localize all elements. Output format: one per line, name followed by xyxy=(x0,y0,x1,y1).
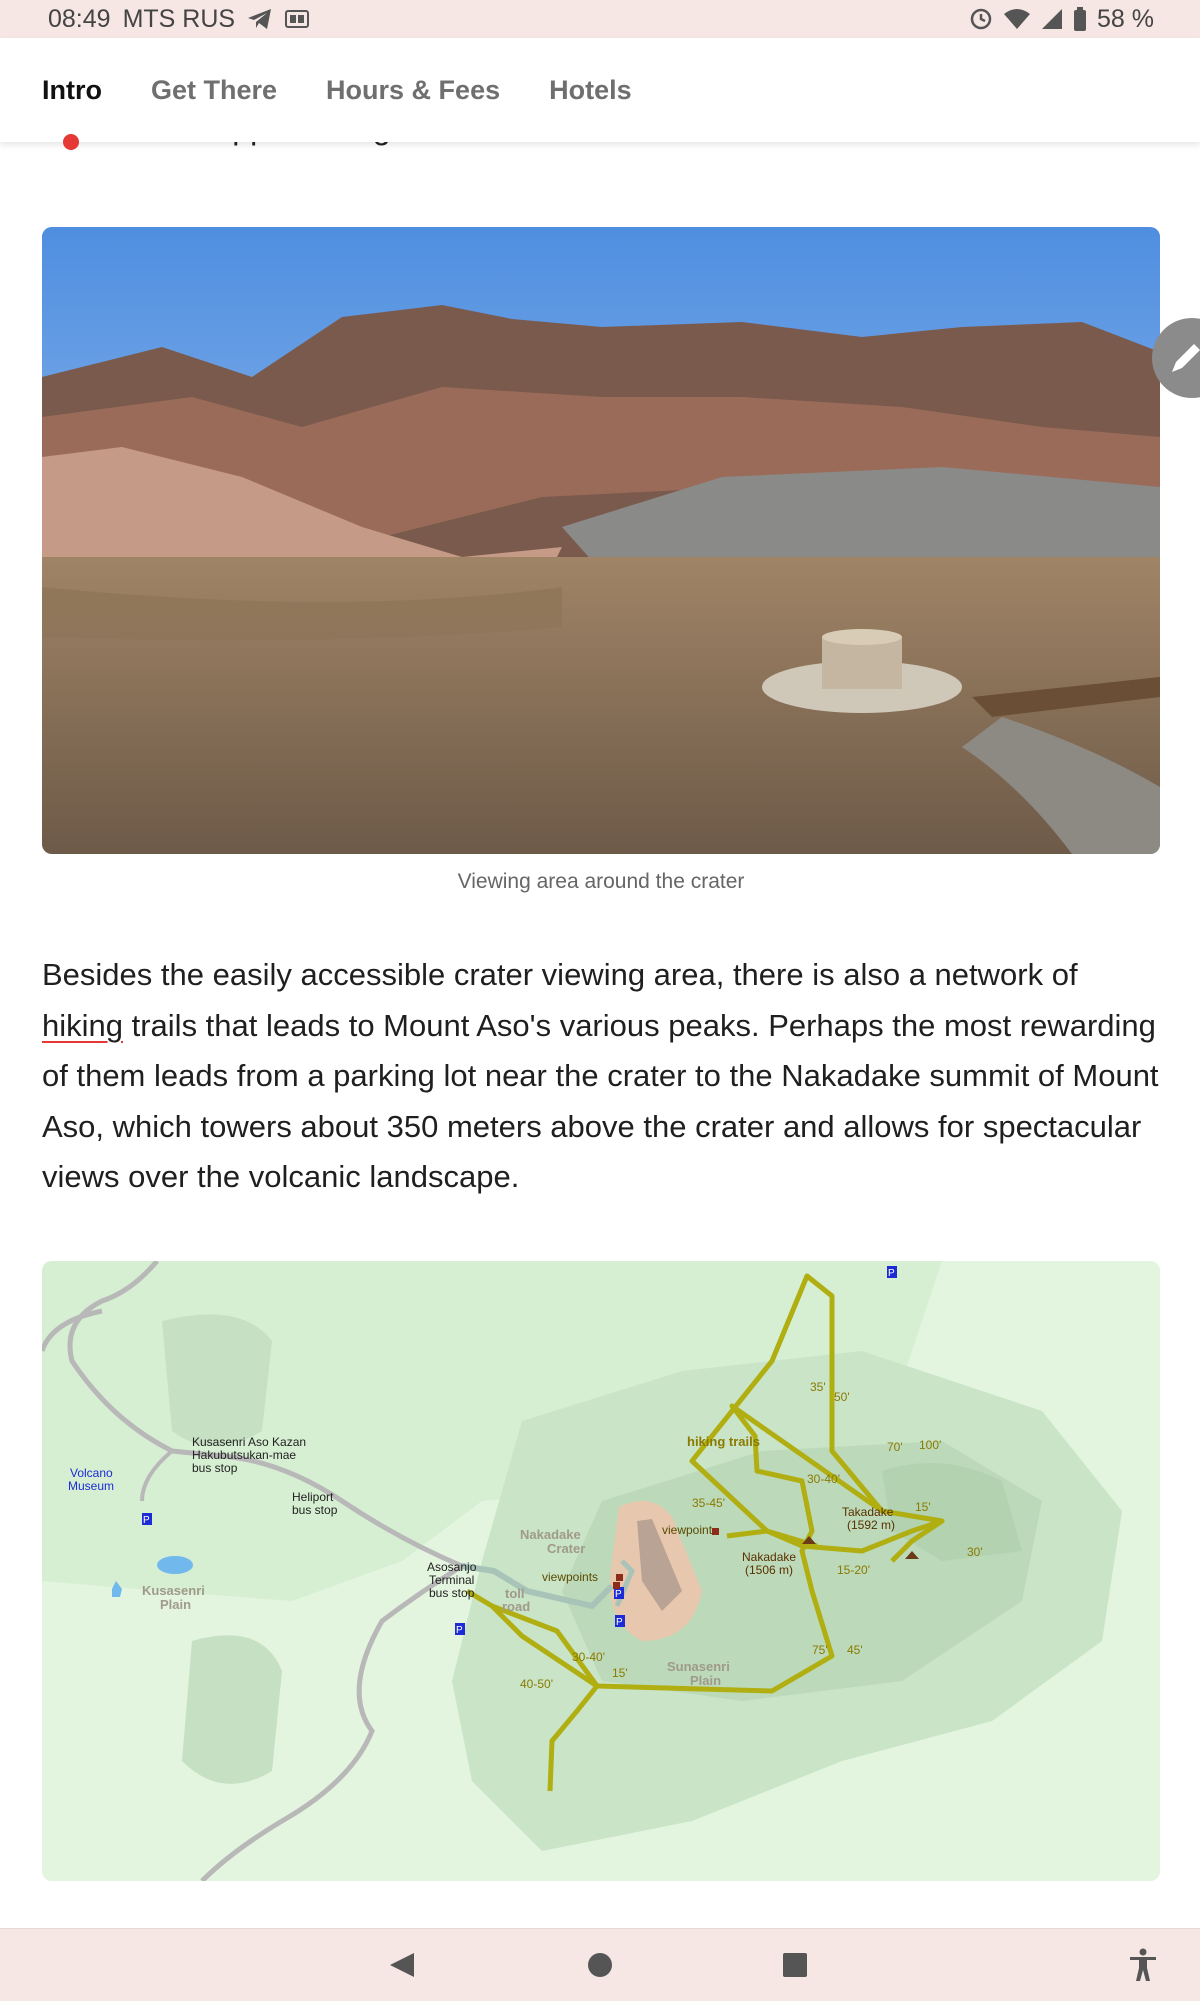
map-time-15-20: 15-20' xyxy=(837,1563,870,1577)
status-time: 08:49 xyxy=(48,4,111,33)
paragraph-text-after: trails that leads to Mount Aso's various peaks. Perhaps the most rewarding of them leads from a parking lot near the crater to the Nakadake summit of Mount Aso, which towers about 350 meters above the crater and allows for spectacular views over the volcanic landscape. xyxy=(42,1007,1159,1194)
map-time-50: 50' xyxy=(834,1390,850,1404)
map-label-sunasenri-2: Plain xyxy=(690,1673,722,1688)
map-label-nakadake-2: (1506 m) xyxy=(745,1563,794,1577)
map-time-35: 35' xyxy=(810,1380,826,1394)
map-label-asosanjo-1: Asosanjo xyxy=(427,1560,477,1574)
map-label-kusasenri-stop-3: bus stop xyxy=(192,1461,238,1475)
tab-intro[interactable]: Intro xyxy=(42,74,102,105)
map-label-asosanjo-3: bus stop xyxy=(429,1586,475,1600)
map-label-sunasenri-1: Sunasenri xyxy=(667,1659,730,1674)
map-parking-5: P xyxy=(888,1268,895,1279)
map-time-30-40a: 30-40' xyxy=(807,1472,840,1486)
map-label-nakadake-crater-1: Nakadake xyxy=(520,1527,581,1542)
map-time-40-50: 40-50' xyxy=(520,1677,553,1691)
map-label-heliport-2: bus stop xyxy=(292,1503,338,1517)
notification-dot xyxy=(63,134,79,150)
map-label-nakadake-crater-2: Crater xyxy=(547,1541,586,1556)
status-carrier: MTS RUS xyxy=(122,4,236,33)
map-time-70: 70' xyxy=(887,1440,903,1454)
recents-icon[interactable] xyxy=(781,1951,809,1979)
map-label-takadake-1: Takadake xyxy=(842,1505,894,1519)
map-label-toll-road-2: road xyxy=(502,1599,531,1614)
map-time-15a: 15' xyxy=(915,1500,931,1514)
map-label-kusasenri-plain-1: Kusasenri xyxy=(142,1583,205,1598)
status-bar xyxy=(0,0,1200,38)
telegram-icon xyxy=(247,8,273,30)
map-label-viewpoint: viewpoint xyxy=(662,1523,713,1537)
home-icon[interactable] xyxy=(586,1951,614,1979)
map-time-35-45: 35-45' xyxy=(692,1496,725,1510)
map-parking-1: P xyxy=(143,1515,150,1526)
map-label-takadake-2: (1592 m) xyxy=(847,1518,896,1532)
map-time-75: 75' xyxy=(812,1643,828,1657)
map-label-kusasenri-stop-2: Hakubutsukan-mae xyxy=(192,1448,297,1462)
pencil-icon xyxy=(1168,340,1200,376)
map-time-30: 30' xyxy=(967,1545,983,1559)
section-tabs xyxy=(0,38,1200,142)
tab-hours-fees[interactable]: Hours & Fees xyxy=(326,74,501,105)
photo-caption: Viewing area around the crater xyxy=(457,870,745,893)
signal-icon xyxy=(1041,8,1063,30)
map-label-volcano-museum-1: Volcano xyxy=(70,1466,113,1480)
crater-photo xyxy=(42,227,1160,854)
hiking-link[interactable]: hiking xyxy=(42,1007,123,1043)
map-label-nakadake-1: Nakadake xyxy=(742,1550,797,1564)
wifi-icon xyxy=(1003,8,1031,30)
map-time-15b: 15' xyxy=(612,1666,628,1680)
status-battery: 58 % xyxy=(1097,4,1154,33)
trail-map xyxy=(42,1261,1160,1881)
paragraph-text-before: Besides the easily accessible crater viewing area, there is also a network of xyxy=(42,957,1078,992)
map-label-kusasenri-plain-2: Plain xyxy=(160,1597,192,1612)
map-time-45: 45' xyxy=(847,1643,863,1657)
map-time-100: 100' xyxy=(919,1438,942,1452)
map-parking-3: P xyxy=(615,1589,622,1600)
map-label-asosanjo-2: Terminal xyxy=(429,1573,475,1587)
map-parking-2: P xyxy=(456,1625,463,1636)
article-paragraph xyxy=(42,950,1162,1203)
map-label-heliport-1: Heliport xyxy=(292,1490,334,1504)
back-icon[interactable] xyxy=(388,1951,416,1979)
tab-get-there[interactable]: Get There xyxy=(151,74,278,105)
sync-icon xyxy=(969,7,993,31)
map-label-hiking-trails: hiking trails xyxy=(687,1434,760,1449)
map-parking-4: P xyxy=(616,1617,623,1628)
map-time-30-40b: 30-40' xyxy=(572,1650,605,1664)
sim-icon xyxy=(285,9,309,29)
battery-icon xyxy=(1073,7,1087,31)
accessibility-icon[interactable] xyxy=(1128,1948,1158,1982)
system-nav-bar xyxy=(0,1928,1200,2001)
map-label-volcano-museum-2: Museum xyxy=(68,1479,115,1493)
tab-hotels[interactable]: Hotels xyxy=(549,74,632,105)
map-label-toll-road-1: toll xyxy=(505,1586,525,1601)
map-label-viewpoints: viewpoints xyxy=(542,1570,599,1584)
map-label-kusasenri-stop-1: Kusasenri Aso Kazan xyxy=(192,1435,307,1449)
